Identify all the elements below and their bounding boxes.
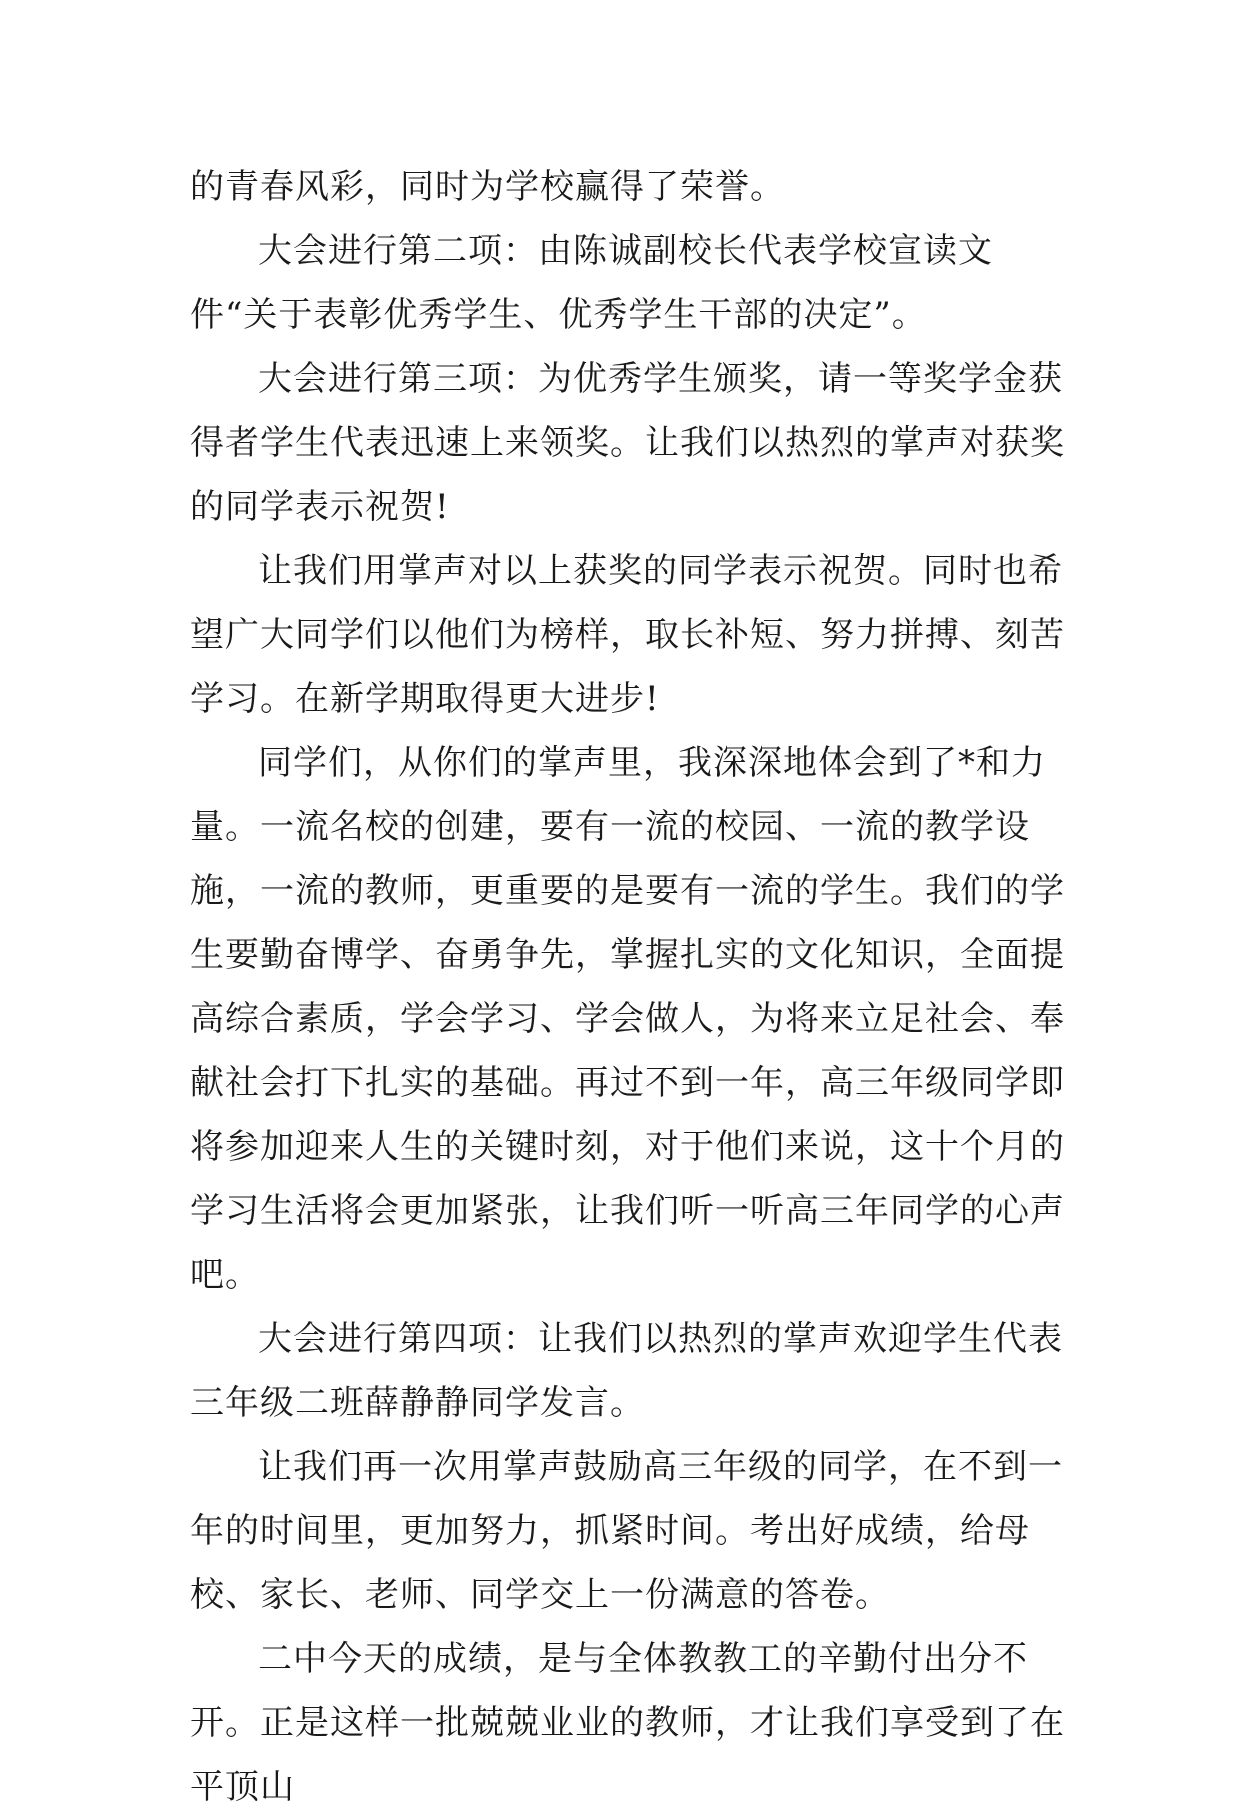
- paragraph-item-four: 大会进行第四项：让我们以热烈的掌声欢迎学生代表三年级二班薛静静同学发言。: [190, 1319, 1063, 1423]
- paragraph-students-address: 同学们，从你们的掌声里，我深深地体会到了*和力量。一流名校的创建，要有一流的校园、一流的教学设施，一流的教师，更重要的是要有一流的学生。我们的学生要勤奋博学、奋勇争先，掌握扎实的文化知识，全面提高综合素质，学会学习、学会做人，为将来立足社会、奉献社会打下扎实的基础。再过不到一年，高三年级同学即将参加迎来人生的关键时刻，对于他们来说，这十个月的学习生活将会更加紧张，让我们听一听高三年同学的心声吧。: [190, 743, 1065, 1295]
- paragraph-teachers: 二中今天的成绩，是与全体教教工的辛勤付出分不开。正是这样一批兢兢业业的教师，才让我们享受到了在平顶山: [190, 1639, 1065, 1807]
- document-body: [190, 155, 1070, 1819]
- paragraph-continuation: 的青春风彩，同时为学校赢得了荣誉。: [190, 167, 785, 207]
- paragraph-encouragement: 让我们再一次用掌声鼓励高三年级的同学，在不到一年的时间里，更加努力，抓紧时间。考出好成绩，给母校、家长、老师、同学交上一份满意的答卷。: [190, 1447, 1063, 1615]
- paragraph-item-two: 大会进行第二项：由陈诚副校长代表学校宣读文件“关于表彰优秀学生、优秀学生干部的决定”。: [190, 231, 993, 335]
- paragraph-congratulations: 让我们用掌声对以上获奖的同学表示祝贺。同时也希望广大同学们以他们为榜样，取长补短、努力拼搏、刻苦学习。在新学期取得更大进步!: [190, 551, 1065, 719]
- paragraph-item-three: 大会进行第三项：为优秀学生颁奖，请一等奖学金获得者学生代表迅速上来领奖。让我们以热烈的掌声对获奖的同学表示祝贺!: [190, 359, 1065, 527]
